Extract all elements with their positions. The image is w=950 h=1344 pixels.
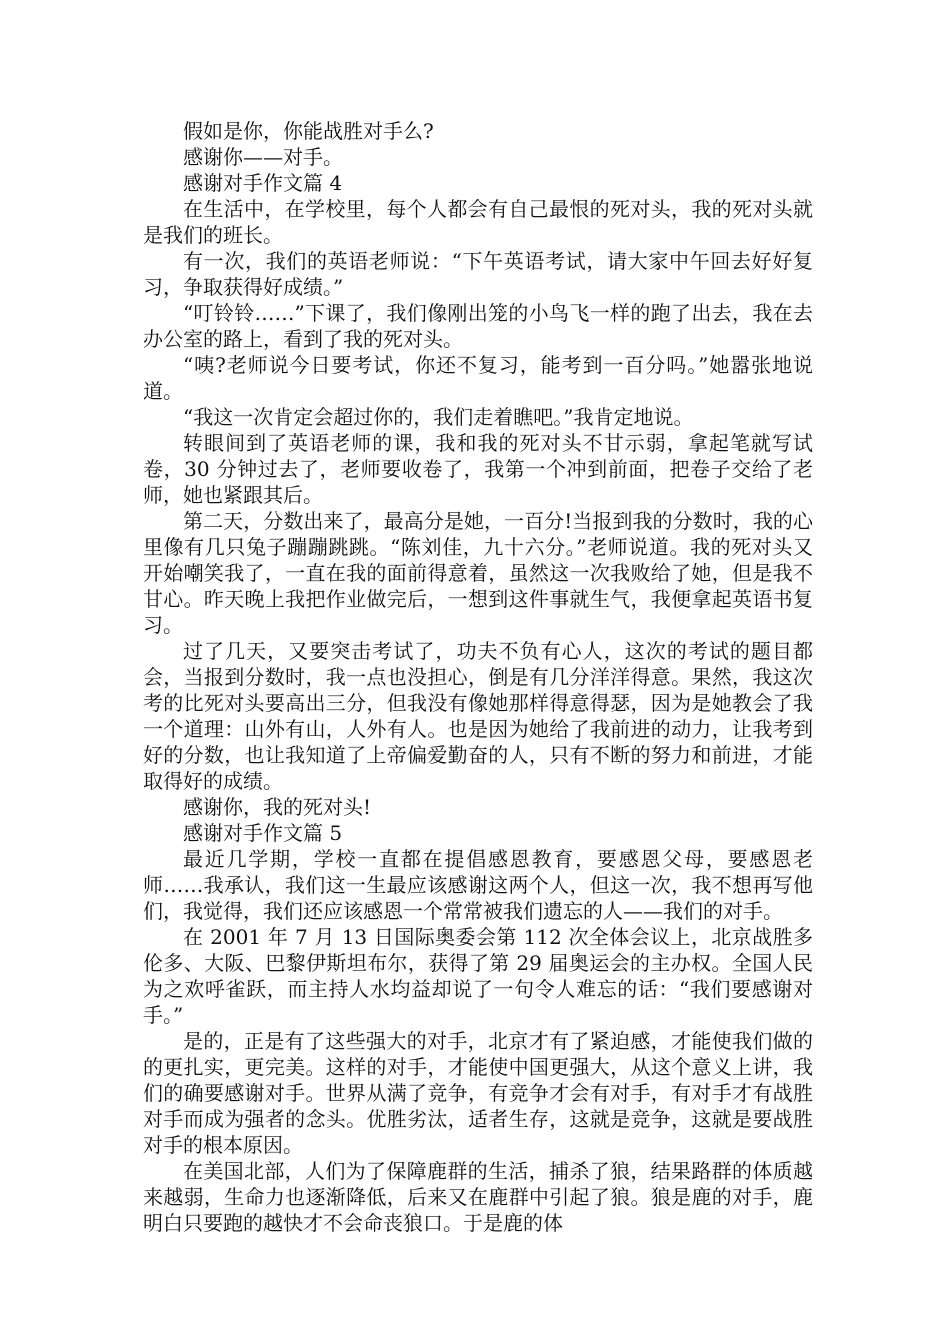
section-4-paragraph: 感谢你，我的死对头! [183,795,372,819]
section-5-paragraph: 在美国北部，人们为了保障鹿群的生活，捕杀了狼，结果路群的体质越来越弱，生命力也逐渐降低，后来又在鹿群中引起了狼。狼是鹿的对手，鹿明白只要跑的越快才不会命丧狼口。于是鹿的体 [143,1159,813,1235]
section-4-paragraph: “咦?老师说今日要考试，你还不复习，能考到一百分吗。”她嚣张地说道。 [143,353,813,403]
section-4-title: 感谢对手作文篇 4 [183,171,343,195]
document-page [143,118,813,1236]
section-4-paragraph: “我这一次肯定会超过你的，我们走着瞧吧。”我肯定地说。 [183,405,694,429]
section-5-paragraph: 在 2001 年 7 月 13 日国际奥委会第 112 次全体会议上，北京战胜多伦多、大阪、巴黎伊斯坦布尔，获得了第 29 届奥运会的主办权。全国人民为之欢呼雀跃，而主持人水均益却说了一句令人难忘的话：“我们要感谢对手。” [143,925,813,1027]
section-4-paragraph: 转眼间到了英语老师的课，我和我的死对头不甘示弱，拿起笔就写试卷，30 分钟过去了，老师要收卷了，我第一个冲到前面，把卷子交给了老师，她也紧跟其后。 [143,431,813,507]
section-4-paragraph: 第二天，分数出来了，最高分是她，一百分!当报到我的分数时，我的心里像有几只兔子蹦蹦跳跳。“陈刘佳，九十六分。”老师说道。我的死对头又开始嘲笑我了，一直在我的面前得意着，虽然这一次我败给了她，但是我不甘心。昨天晚上我把作业做完后，一想到这件事就生气，我便拿起英语书复习。 [143,509,813,637]
section-4-paragraph: 有一次，我们的英语老师说：“下午英语考试，请大家中午回去好好复习，争取获得好成绩。” [143,249,813,299]
section-5-paragraph: 最近几学期，学校一直都在提倡感恩教育，要感恩父母，要感恩老师……我承认，我们这一生最应该感谢这两个人，但这一次，我不想再写他们，我觉得，我们还应该感恩一个常常被我们遗忘的人——我们的对手。 [143,847,813,923]
section-5-title: 感谢对手作文篇 5 [183,821,343,845]
intro-question: 假如是你，你能战胜对手么? [183,119,434,143]
section-4-paragraph: 过了几天，又要突击考试了，功夫不负有心人，这次的考试的题目都会，当报到分数时，我一点也没担心，倒是有几分洋洋得意。果然，我这次考的比死对头要高出三分，但我没有像她那样得意得瑟，因为是她教会了我一个道理：山外有山，人外有人。也是因为她给了我前进的动力，让我考到好的分数，也让我知道了上帝偏爱勤奋的人，只有不断的努力和前进，才能取得好的成绩。 [143,639,813,793]
section-4-paragraph: 在生活中，在学校里，每个人都会有自己最恨的死对头，我的死对头就是我们的班长。 [143,197,813,247]
intro-thanks: 感谢你——对手。 [183,145,343,169]
section-5-paragraph: 是的，正是有了这些强大的对手，北京才有了紧迫感，才能使我们做的的更扎实，更完美。这样的对手，才能使中国更强大，从这个意义上讲，我们的确要感谢对手。世界从满了竞争，有竞争才会有对手，有对手才有战胜对手而成为强者的念头。优胜劣汰，适者生存，这就是竞争，这就是要战胜对手的根本原因。 [143,1029,813,1157]
section-4-paragraph: “叮铃铃……”下课了，我们像刚出笼的小鸟飞一样的跑了出去，我在去办公室的路上，看到了我的死对头。 [143,301,813,351]
